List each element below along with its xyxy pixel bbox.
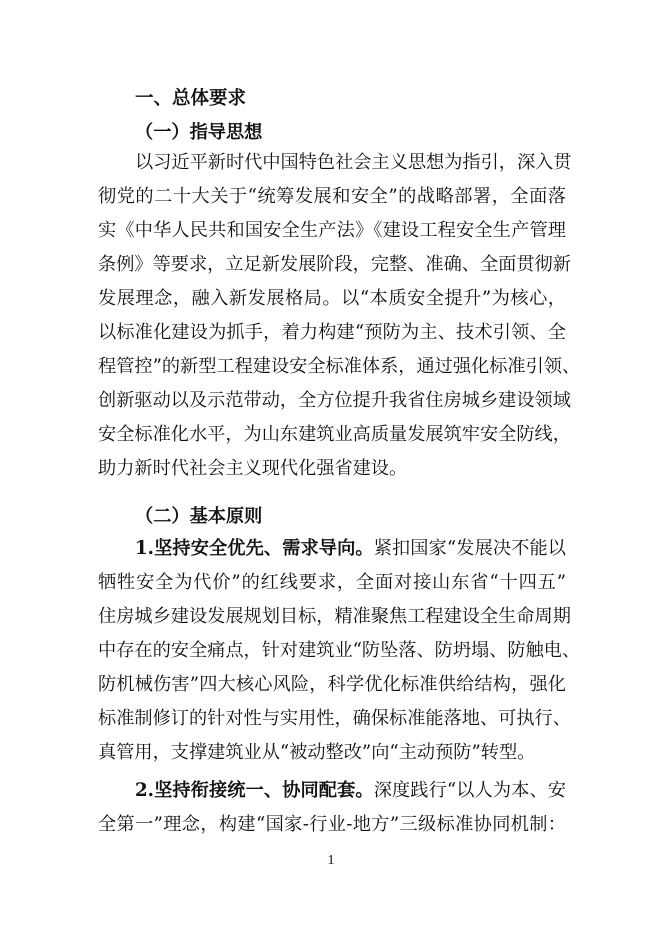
paragraph-line: 牺牲安全为代价”的红线要求，全面对接山东省“十四五” — [98, 572, 566, 593]
principle-1-text: 紧扣国家“发展决不能以 — [373, 538, 566, 559]
paragraph-line: 住房城乡建设发展规划目标，精准聚焦工程建设全生命周期 — [98, 606, 571, 627]
paragraph-line: 中存在的安全痛点，针对建筑业“防坠落、防坍塌、防触电、 — [98, 640, 581, 661]
paragraph-line: 彻党的二十大关于“统筹发展和安全”的战略部署，全面落 — [98, 186, 566, 207]
paragraph-line: 助力新时代社会主义现代化强省建设。 — [98, 458, 408, 479]
paragraph-line: 创新驱动以及示范带动，全方位提升我省住房城乡建设领域 — [98, 390, 571, 411]
principle-2-title: 2.坚持衔接统一、协同配套。 — [135, 780, 374, 801]
paragraph-line: 全第一”理念，构建“国家-行业-地方”三级标准协同机制： — [98, 814, 566, 835]
paragraph-line: 实《中华人民共和国安全生产法》《建设工程安全生产管理 — [98, 220, 566, 241]
subsection-heading-guiding-ideology: （一）指导思想 — [135, 122, 263, 143]
paragraph-line: 以习近平新时代中国特色社会主义思想为指引，深入贯 — [135, 152, 572, 173]
paragraph-line: 防机械伤害”四大核心风险，科学优化标准供给结构，强化 — [98, 674, 566, 695]
paragraph-line: 发展理念，融入新发展格局。以“本质安全提升”为核心， — [98, 288, 566, 309]
paragraph-line — [98, 532, 566, 566]
paragraph-line: 真管用，支撑建筑业从“被动整改”向“主动预防”转型。 — [98, 742, 536, 763]
subsection-heading-basic-principles: （二）基本原则 — [135, 506, 263, 527]
paragraph-line: 条例》等要求，立足新发展阶段，完整、准确、全面贯彻新 — [98, 254, 571, 275]
paragraph-line: 安全标准化水平，为山东建筑业高质量发展筑牢安全防线， — [98, 424, 571, 445]
section-heading-general-requirements: 一、总体要求 — [135, 88, 247, 109]
principle-1-title: 1.坚持安全优先、需求导向。 — [135, 538, 374, 559]
paragraph-line — [98, 774, 566, 808]
paragraph-line: 以标准化建设为抓手，着力构建“预防为主、技术引领、全 — [98, 322, 566, 343]
paragraph-line: 程管控”的新型工程建设安全标准体系，通过强化标准引领、 — [98, 356, 581, 377]
principle-2-text: 深度践行“以人为本、安 — [373, 780, 566, 801]
page-number: 1 — [327, 853, 335, 868]
paragraph-line: 标准制修订的针对性与实用性，确保标准能落地、可执行、 — [98, 708, 571, 729]
